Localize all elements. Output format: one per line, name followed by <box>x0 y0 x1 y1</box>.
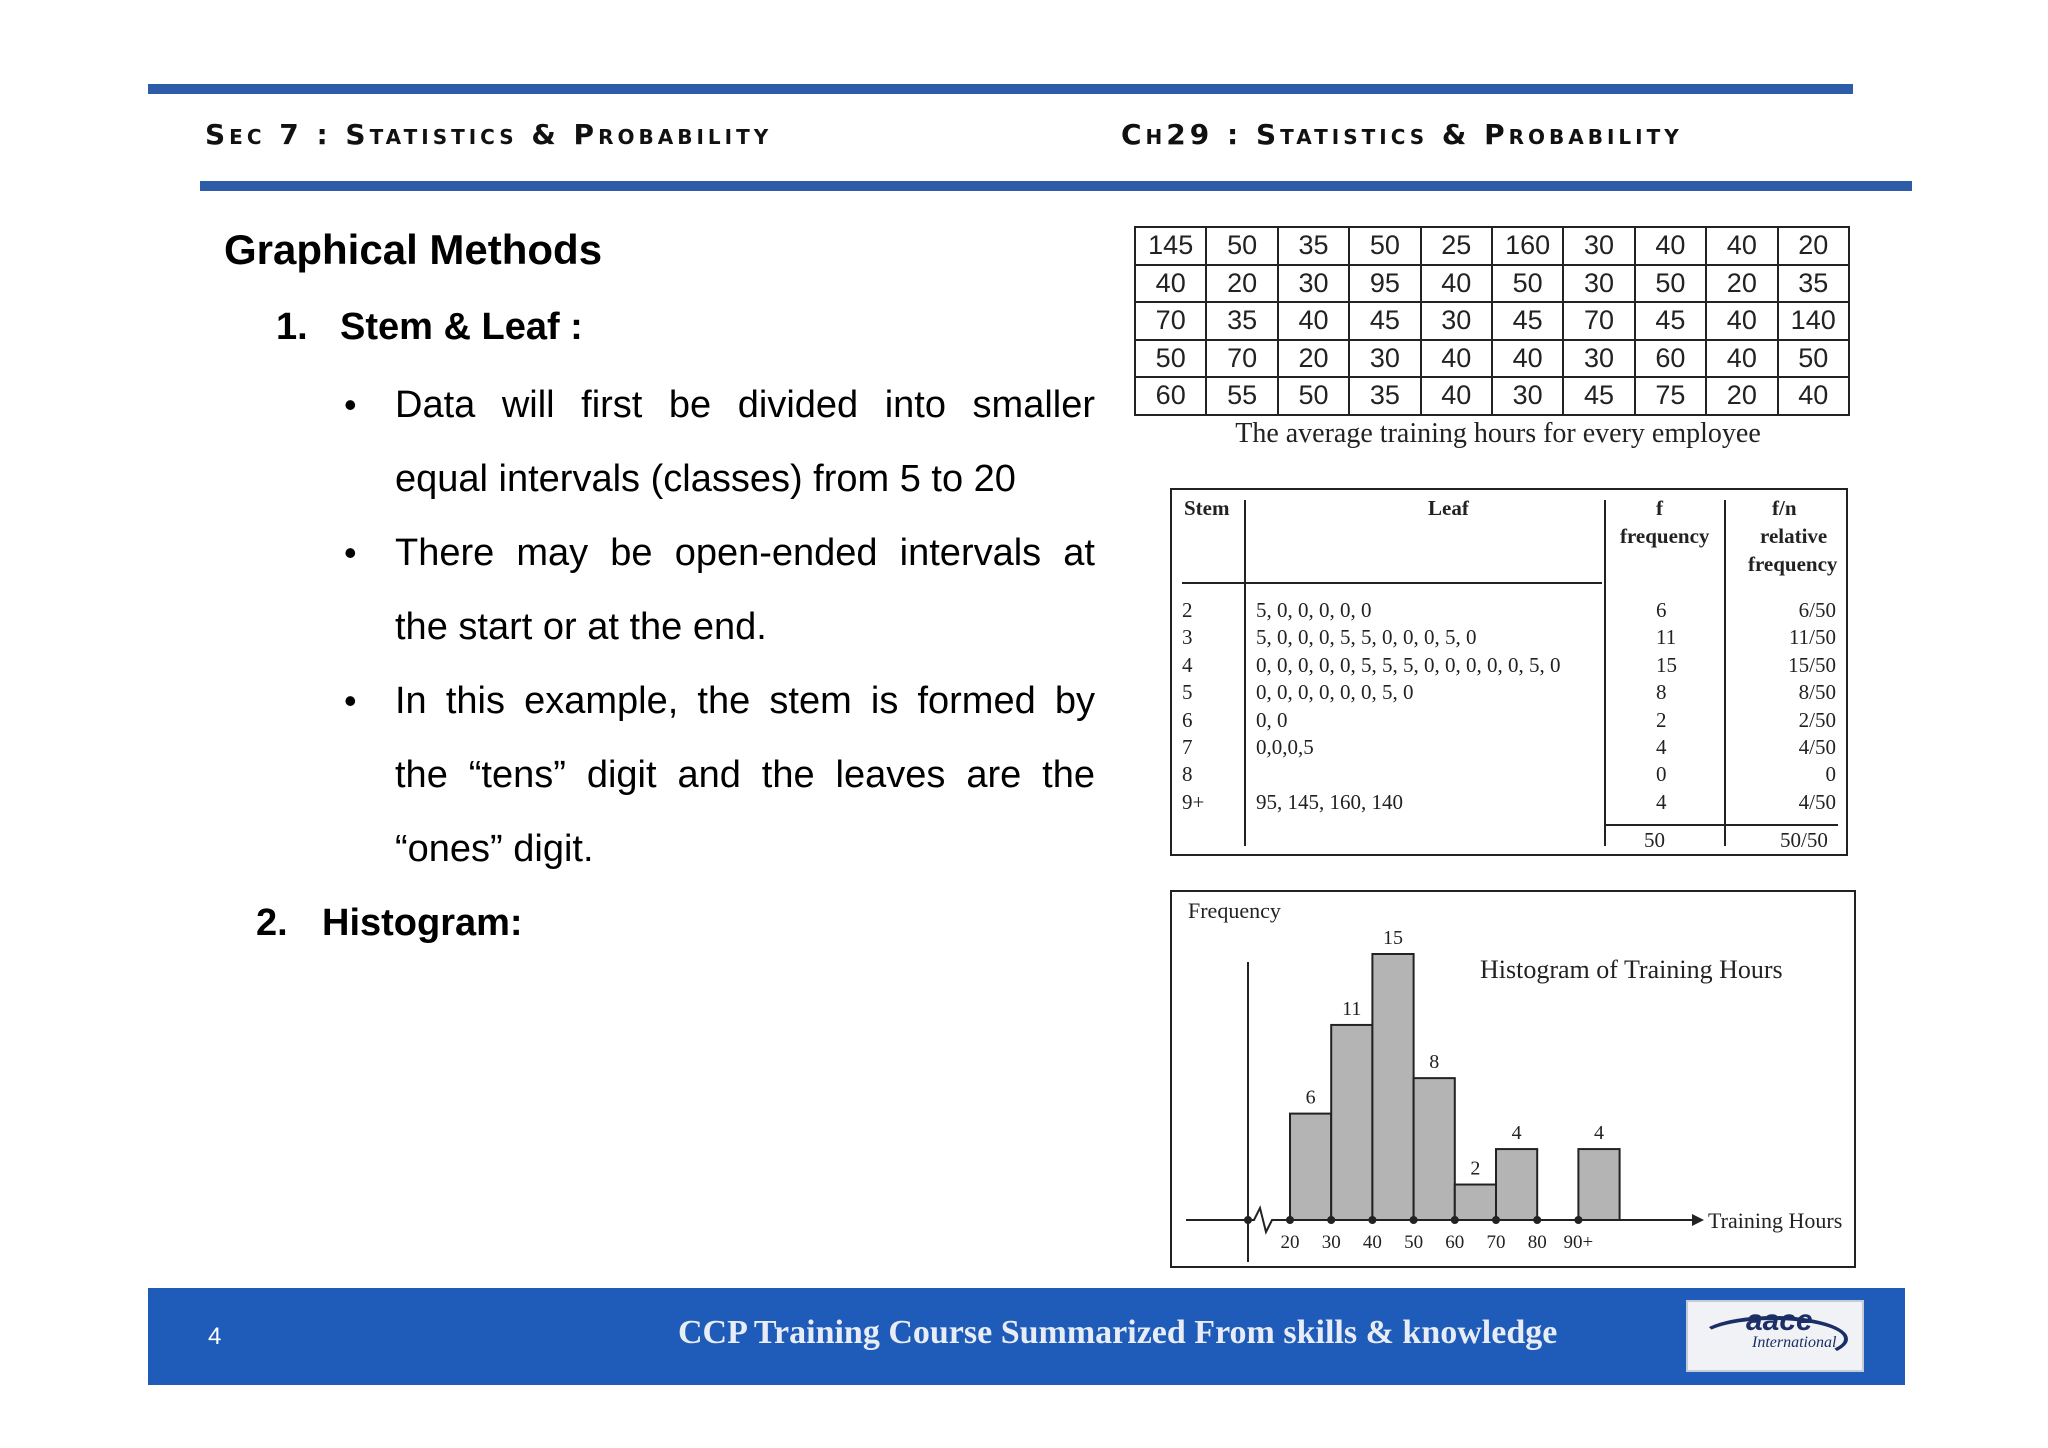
table-cell: 40 <box>1706 302 1777 340</box>
table-cell: 35 <box>1349 377 1420 415</box>
table-cell: 40 <box>1135 265 1206 303</box>
leaf-values: 0, 0, 0, 0, 0, 5, 5, 5, 0, 0, 0, 0, 0, 5, 0 <box>1256 652 1561 677</box>
table-cell: 55 <box>1206 377 1277 415</box>
table-cell: 40 <box>1421 265 1492 303</box>
leaf-header: Leaf <box>1428 496 1469 520</box>
section-header: Sec 7 : Statistics & Probability <box>205 118 773 151</box>
x-tick-dot <box>1574 1216 1582 1224</box>
table-cell: 20 <box>1706 377 1777 415</box>
header-rule <box>1182 582 1602 584</box>
table-cell: 40 <box>1421 377 1492 415</box>
bullet-text: In this example, the stem is formed by the “tens” digit and the leaves are the “ones” digit. <box>395 680 1095 870</box>
x-tick-dot <box>1410 1216 1418 1224</box>
footer-title: CCP Training Course Summarized From skills & knowledge <box>678 1314 1558 1351</box>
relative-frequency-value: 0 <box>1825 762 1836 787</box>
histogram-bar <box>1331 1025 1372 1220</box>
column-divider <box>1724 500 1726 846</box>
leaf-values: 0,0,0,5 <box>1256 735 1314 759</box>
chapter-header: Ch29 : Statistics & Probability <box>1121 118 1683 151</box>
table-cell: 20 <box>1778 227 1849 265</box>
table-cell: 30 <box>1421 302 1492 340</box>
bar-value-label: 4 <box>1511 1122 1522 1145</box>
column-divider <box>1244 500 1246 846</box>
logo-wordmark: aace <box>1746 1304 1813 1337</box>
table-cell: 160 <box>1492 227 1563 265</box>
table-cell: 145 <box>1135 227 1206 265</box>
table-cell: 40 <box>1421 340 1492 378</box>
histogram-bar <box>1414 1078 1455 1220</box>
table-cell: 30 <box>1492 377 1563 415</box>
column-divider <box>1604 500 1606 846</box>
frequency-value: 6 <box>1656 598 1667 622</box>
item-heading-stem-leaf: Stem & Leaf : <box>340 306 583 348</box>
table-cell: 30 <box>1349 340 1420 378</box>
x-tick-dot <box>1492 1216 1500 1224</box>
relative-frequency-value: 4/50 <box>1798 735 1836 759</box>
bar-value-label: 11 <box>1342 997 1362 1020</box>
relative-frequency-value: 11/50 <box>1788 625 1836 650</box>
training-hours-table <box>1134 226 1850 416</box>
chart-title: Histogram of Training Hours <box>1480 955 1783 984</box>
header-top-rule <box>148 84 1853 94</box>
relative-frequency-value: 8/50 <box>1798 680 1836 705</box>
x-tick-label: 90+ <box>1563 1232 1594 1253</box>
x-tick-dot <box>1368 1216 1376 1224</box>
x-tick-label: 60 <box>1445 1232 1465 1253</box>
table-cell: 40 <box>1778 377 1849 415</box>
histogram-bar <box>1372 954 1413 1220</box>
stem-header: Stem <box>1184 496 1230 520</box>
table-cell: 40 <box>1278 302 1349 340</box>
table-cell: 50 <box>1778 340 1849 378</box>
histogram-bar <box>1496 1149 1537 1220</box>
bullet-text: There may be open-ended intervals at the start or at the end. <box>395 532 1095 648</box>
x-axis-arrow <box>1692 1214 1704 1226</box>
leaf-values: 5, 0, 0, 0, 0, 0 <box>1256 598 1372 622</box>
leaf-values: 0, 0, 0, 0, 0, 0, 5, 0 <box>1256 680 1414 705</box>
frequency-value: 15 <box>1656 652 1677 677</box>
stem-value: 5 <box>1182 680 1193 705</box>
x-tick-label: 70 <box>1486 1232 1506 1253</box>
x-tick-label: 30 <box>1321 1232 1341 1253</box>
bar-value-label: 4 <box>1594 1122 1604 1145</box>
table-cell: 20 <box>1278 340 1349 378</box>
table-cell: 60 <box>1135 377 1206 415</box>
stem-value: 3 <box>1182 625 1193 650</box>
x-tick-label: 40 <box>1362 1232 1382 1253</box>
relative-frequency-value: 6/50 <box>1798 598 1836 622</box>
table-cell: 40 <box>1492 340 1563 378</box>
bullet-text: Data will first be divided into smaller equal intervals (classes) from 5 to 20 <box>395 384 1095 500</box>
table-cell: 40 <box>1635 227 1706 265</box>
stem-value: 4 <box>1182 652 1193 677</box>
stem-leaf-table <box>1170 488 1848 856</box>
item-heading-histogram: Histogram: <box>322 902 523 944</box>
x-tick-dot <box>1286 1216 1294 1224</box>
slide-title: Graphical Methods <box>224 226 603 273</box>
table-cell: 60 <box>1635 340 1706 378</box>
stem-value: 9+ <box>1182 789 1205 814</box>
histogram-bar <box>1455 1185 1496 1220</box>
bullet-icon: • <box>344 680 357 721</box>
table-cell: 50 <box>1278 377 1349 415</box>
frequency-value: 4 <box>1656 789 1667 814</box>
table-cell: 35 <box>1778 265 1849 303</box>
logo-subtitle: International <box>1752 1334 1837 1351</box>
table-cell: 45 <box>1563 377 1634 415</box>
table-cell: 40 <box>1706 227 1777 265</box>
stem-value: 8 <box>1182 762 1193 787</box>
x-tick-dot <box>1451 1216 1459 1224</box>
table-cell: 50 <box>1492 265 1563 303</box>
y-axis-label: Frequency <box>1188 898 1281 923</box>
table-cell: 70 <box>1563 302 1634 340</box>
table-cell: 140 <box>1778 302 1849 340</box>
table-row <box>1135 302 1849 340</box>
frequency-value: 11 <box>1656 625 1677 650</box>
table-cell: 50 <box>1349 227 1420 265</box>
table-cell: 30 <box>1278 265 1349 303</box>
x-tick-dot <box>1327 1216 1335 1224</box>
relative-header: relative <box>1760 524 1828 548</box>
table-cell: 50 <box>1206 227 1277 265</box>
leaf-values: 0, 0 <box>1256 707 1288 732</box>
table-row <box>1135 227 1849 265</box>
relative-frequency-value: 15/50 <box>1788 652 1836 677</box>
table-cell: 30 <box>1563 227 1634 265</box>
aace-logo <box>1686 1300 1864 1372</box>
frequency-value: 4 <box>1656 735 1667 759</box>
table-cell: 50 <box>1135 340 1206 378</box>
table-cell: 30 <box>1563 340 1634 378</box>
stem-value: 6 <box>1182 707 1193 732</box>
x-tick-label: 50 <box>1404 1232 1424 1253</box>
x-tick-label: 20 <box>1280 1232 1300 1253</box>
table-cell: 20 <box>1206 265 1277 303</box>
table-cell: 95 <box>1349 265 1420 303</box>
x-tick-label: 80 <box>1527 1232 1547 1253</box>
item-number-1: 1. <box>276 306 308 348</box>
table-cell: 35 <box>1278 227 1349 265</box>
leaf-values: 5, 0, 0, 0, 5, 5, 0, 0, 0, 5, 0 <box>1256 625 1477 650</box>
bar-value-label: 8 <box>1429 1051 1440 1074</box>
stem-value: 2 <box>1182 598 1193 622</box>
bullet-icon: • <box>344 384 357 425</box>
table-cell: 20 <box>1706 265 1777 303</box>
relative-frequency-value: 4/50 <box>1798 789 1836 814</box>
table-cell: 50 <box>1635 265 1706 303</box>
relative-frequency-value: 2/50 <box>1798 707 1836 732</box>
frequency-value: 8 <box>1656 680 1667 705</box>
bar-value-label: 15 <box>1383 927 1403 949</box>
total-frequency: 50 <box>1644 828 1665 852</box>
leaf-values: 95, 145, 160, 140 <box>1256 789 1403 814</box>
bar-value-label: 2 <box>1470 1157 1481 1180</box>
bar-value-label: 6 <box>1305 1086 1316 1109</box>
table-cell: 35 <box>1206 302 1277 340</box>
frequency-header: frequency <box>1620 524 1710 548</box>
axis-origin-dot <box>1244 1216 1252 1224</box>
page-number: 4 <box>208 1323 222 1350</box>
relative-frequency-header: frequency <box>1748 552 1838 576</box>
histogram-panel <box>1170 890 1856 1268</box>
frequency-value: 2 <box>1656 707 1667 732</box>
bullet-icon: • <box>344 532 357 573</box>
table-caption: The average training hours for every employee <box>1235 418 1761 449</box>
x-axis-label: Training Hours <box>1708 1208 1843 1233</box>
table-cell: 75 <box>1635 377 1706 415</box>
frequency-value: 0 <box>1656 762 1667 787</box>
table-cell: 70 <box>1135 302 1206 340</box>
table-cell: 70 <box>1206 340 1277 378</box>
header-bottom-rule <box>200 181 1912 191</box>
histogram-chart <box>1172 892 1854 1266</box>
table-cell: 30 <box>1563 265 1634 303</box>
f-header: f <box>1656 496 1663 520</box>
table-cell: 45 <box>1349 302 1420 340</box>
table-cell: 25 <box>1421 227 1492 265</box>
item-number-2: 2. <box>256 902 288 944</box>
stem-value: 7 <box>1182 735 1193 759</box>
rel-header: f/n <box>1772 496 1797 520</box>
table-cell: 45 <box>1492 302 1563 340</box>
table-row <box>1135 340 1849 378</box>
histogram-bar <box>1578 1149 1619 1220</box>
histogram-bar <box>1290 1114 1331 1220</box>
table-cell: 45 <box>1635 302 1706 340</box>
x-tick-dot <box>1533 1216 1541 1224</box>
table-row <box>1135 377 1849 415</box>
table-cell: 40 <box>1706 340 1777 378</box>
table-row <box>1135 265 1849 303</box>
total-rule <box>1604 824 1838 826</box>
total-relative-frequency: 50/50 <box>1780 828 1828 852</box>
